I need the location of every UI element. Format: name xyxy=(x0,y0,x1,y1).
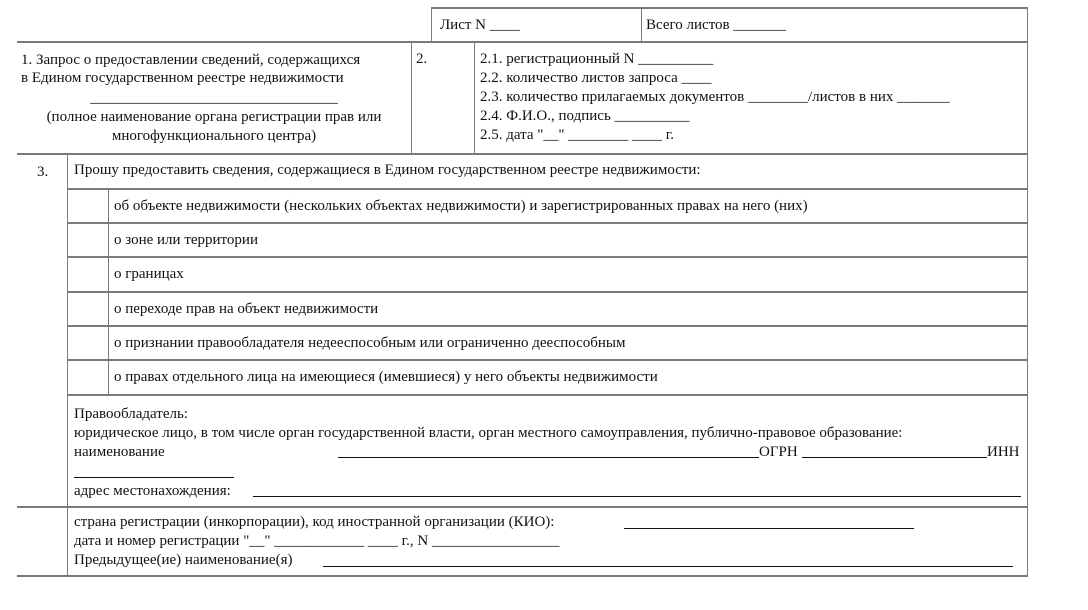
section-3-heading-cell xyxy=(67,155,1027,188)
option-checkbox[interactable] xyxy=(68,293,109,326)
option-label: о признании правообладателя недееспособным или ограниченно дееспособным xyxy=(114,335,626,351)
option-row xyxy=(67,325,1028,360)
name-signature-field[interactable]: 2.4. Ф.И.О., подпись __________ xyxy=(480,108,690,124)
attached-documents-field[interactable]: 2.3. количество прилагаемых документов ________/листов в них _______ xyxy=(480,89,950,105)
option-checkbox[interactable] xyxy=(68,190,109,223)
country-kio-input-line[interactable] xyxy=(624,515,914,529)
option-row xyxy=(67,222,1028,257)
date-field[interactable]: 2.5. дата "__" ________ ____ г. xyxy=(480,127,675,143)
section-1-caption-line-2: многофункционального центра) xyxy=(111,128,317,144)
option-label: об объекте недвижимости (нескольких объектах недвижимости) и зарегистрированных правах на него (них) xyxy=(114,198,808,214)
total-sheets-label[interactable]: Всего листов _______ xyxy=(646,17,786,33)
section-1-title-line-1: 1. Запрос о предоставлении сведений, содержащихся xyxy=(21,52,361,68)
previous-names-label: Предыдущее(ие) наименование(я) xyxy=(74,552,293,568)
name-input-line[interactable] xyxy=(338,444,759,458)
section-1-cell xyxy=(17,43,411,153)
name-label: наименование xyxy=(74,444,165,460)
option-checkbox[interactable] xyxy=(68,327,109,360)
request-sheets-count-field[interactable]: 2.2. количество листов запроса ____ xyxy=(480,70,712,86)
section-2-items-cell xyxy=(474,43,1027,153)
section-3-number: 3. xyxy=(37,164,49,180)
total-sheets-cell xyxy=(641,7,1028,42)
option-label: о зоне или территории xyxy=(114,232,258,248)
ogrn-label: ОГРН xyxy=(759,444,798,460)
option-row xyxy=(67,359,1028,395)
option-checkbox[interactable] xyxy=(68,258,109,291)
option-row xyxy=(67,256,1028,291)
rightholder-title: Правообладатель: xyxy=(74,406,188,422)
section-2-number-cell xyxy=(411,43,475,153)
option-label: о переходе прав на объект недвижимости xyxy=(114,301,379,317)
option-checkbox[interactable] xyxy=(68,224,109,257)
registration-number-field[interactable]: 2.1. регистрационный N __________ xyxy=(480,51,714,67)
section-1-title-line-2: в Едином государственном реестре недвижимости xyxy=(21,70,344,86)
address-label: адрес местонахождения: xyxy=(74,483,231,499)
previous-names-input-line[interactable] xyxy=(323,553,1013,567)
country-kio-label: страна регистрации (инкорпорации), код иностранной организации (КИО): xyxy=(74,514,555,530)
inn-label: ИНН xyxy=(987,444,1020,460)
ogrn-input-line[interactable] xyxy=(802,444,987,458)
sheet-number-cell xyxy=(431,7,642,42)
option-row xyxy=(67,188,1028,223)
foreign-org-block xyxy=(67,508,1027,575)
inn-input-line[interactable] xyxy=(74,464,234,478)
registration-date-number-field[interactable]: дата и номер регистрации "__" ____________ ____ г., N _________________ xyxy=(74,533,560,549)
legal-entity-text: юридическое лицо, в том числе орган государственной власти, орган местного самоуправления, публично-правовое образование: xyxy=(74,425,903,441)
rightholder-block xyxy=(67,394,1028,507)
sheet-number-label[interactable]: Лист N ____ xyxy=(440,17,520,33)
address-input-line[interactable] xyxy=(253,483,1021,497)
option-row xyxy=(67,291,1028,326)
section-2-number: 2. xyxy=(416,51,428,67)
section-3-heading: Прошу предоставить сведения, содержащиеся в Едином государственном реестре недвижимости: xyxy=(74,162,701,178)
option-label: о границах xyxy=(114,266,184,282)
option-checkbox[interactable] xyxy=(68,361,109,395)
section-1-caption-line-1: (полное наименование органа регистрации прав или xyxy=(46,109,382,125)
registration-body-blank[interactable]: _________________________________ xyxy=(90,90,338,106)
option-label: о правах отдельного лица на имеющиеся (имевшиеся) у него объекты недвижимости xyxy=(114,369,658,385)
